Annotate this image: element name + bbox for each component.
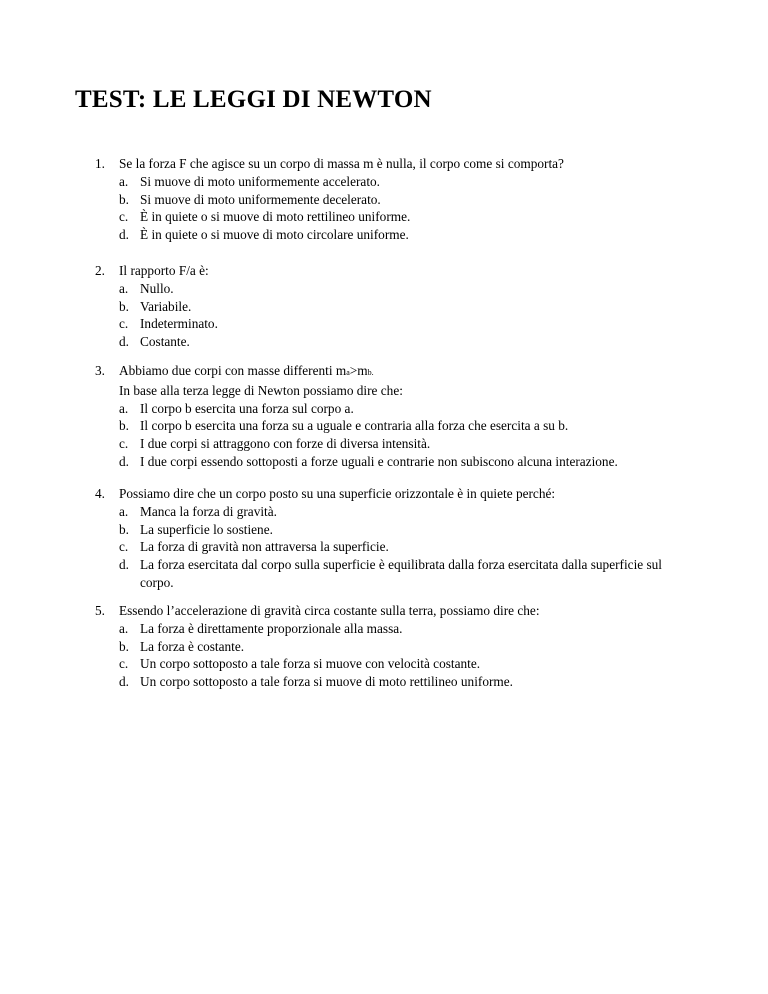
option-letter: d. <box>119 334 129 350</box>
option-letter: c. <box>119 656 129 672</box>
question-line <box>95 262 695 280</box>
option-letter: b. <box>119 298 129 314</box>
question-text <box>119 362 695 382</box>
option-text: Il corpo b esercita una forza sul corpo a. <box>140 400 354 416</box>
question-1 <box>95 155 695 244</box>
option-letter: a. <box>119 503 129 519</box>
option-letter: c. <box>119 209 129 225</box>
question-text: Il rapporto F/a è: <box>119 263 209 278</box>
option-letter: d. <box>119 674 129 690</box>
answer-option <box>95 503 695 521</box>
option-letter: c. <box>119 436 129 452</box>
option-text: La forza è direttamente proporzionale alla massa. <box>140 620 403 636</box>
question-2 <box>95 262 695 351</box>
option-text: Si muove di moto uniformemente accelerato. <box>140 173 381 189</box>
option-text: Indeterminato. <box>140 316 218 332</box>
question-line <box>95 155 695 173</box>
answer-option <box>95 556 695 592</box>
answer-option <box>95 315 695 333</box>
option-letter: d. <box>119 453 129 469</box>
question-text-mid: >m <box>349 363 368 378</box>
question-line <box>95 485 695 503</box>
option-text: Variabile. <box>140 298 192 314</box>
answer-option <box>95 435 695 453</box>
option-letter: d. <box>119 227 129 243</box>
option-text: La forza esercitata dal corpo sulla superficie è equilibrata dalla forza esercitata dalla superficie sul corpo. <box>140 557 663 590</box>
option-text: Nullo. <box>140 280 174 296</box>
option-letter: a. <box>119 280 129 296</box>
question-number: 1. <box>95 156 105 171</box>
option-text: È in quiete o si muove di moto circolare uniforme. <box>140 227 409 243</box>
question-number: 3. <box>95 363 105 378</box>
option-text: Costante. <box>140 334 190 350</box>
option-text: Un corpo sottoposto a tale forza si muove di moto rettilineo uniforme. <box>140 674 513 690</box>
option-text: Il corpo b esercita una forza su a uguale e contraria alla forza che esercita a su b. <box>140 418 569 434</box>
option-text: Manca la forza di gravità. <box>140 503 277 519</box>
option-letter: b. <box>119 418 129 434</box>
question-4 <box>95 485 695 592</box>
answer-option <box>95 620 695 638</box>
option-text: Un corpo sottoposto a tale forza si muove con velocità costante. <box>140 656 481 672</box>
option-letter: b. <box>119 638 129 654</box>
answer-option <box>95 453 695 471</box>
option-text: Si muove di moto uniformemente decelerato. <box>140 191 381 207</box>
answer-option <box>95 655 695 673</box>
option-letter: a. <box>119 400 129 416</box>
mass-a-subscript: a <box>346 368 350 377</box>
option-letter: b. <box>119 521 129 537</box>
answer-option <box>95 538 695 556</box>
question-subtext: In base alla terza legge di Newton possiamo dire che: <box>119 382 403 398</box>
answer-option <box>95 298 695 316</box>
option-letter: c. <box>119 539 129 555</box>
question-number: 2. <box>95 263 105 278</box>
option-letter: d. <box>119 557 129 573</box>
answer-option <box>95 333 695 351</box>
answer-option <box>95 417 695 435</box>
option-text: È in quiete o si muove di moto rettilineo uniforme. <box>140 209 411 225</box>
option-text: La forza di gravità non attraversa la superficie. <box>140 539 389 555</box>
answer-option <box>95 191 695 209</box>
answer-option <box>95 638 695 656</box>
page-title: TEST: LE LEGGI DI NEWTON <box>75 86 432 113</box>
question-text-prefix: Abbiamo due corpi con masse differenti m <box>119 363 347 378</box>
answer-option <box>95 400 695 418</box>
answer-option <box>95 673 695 691</box>
answer-option <box>95 173 695 191</box>
question-line <box>95 602 695 620</box>
question-line <box>95 362 695 382</box>
question-text: Se la forza F che agisce su un corpo di massa m è nulla, il corpo come si comporta? <box>119 156 564 171</box>
question-text: Possiamo dire che un corpo posto su una superficie orizzontale è in quiete perché: <box>119 486 556 501</box>
answer-option <box>95 521 695 539</box>
question-number: 4. <box>95 486 105 501</box>
option-text: I due corpi si attraggono con forze di diversa intensità. <box>140 436 431 452</box>
option-letter: c. <box>119 316 129 332</box>
question-number: 5. <box>95 603 105 618</box>
option-letter: a. <box>119 620 129 636</box>
answer-option <box>95 208 695 226</box>
question-5 <box>95 602 695 691</box>
question-3 <box>95 362 695 471</box>
answer-option <box>95 280 695 298</box>
mass-b-subscript: b. <box>367 368 374 377</box>
option-text: La forza è costante. <box>140 638 245 654</box>
option-text: La superficie lo sostiene. <box>140 521 273 537</box>
option-text: I due corpi essendo sottoposti a forze uguali e contrarie non subiscono alcuna interazione. <box>140 453 618 469</box>
question-text: Essendo l’accelerazione di gravità circa costante sulla terra, possiamo dire che: <box>119 603 540 618</box>
answer-option <box>95 226 695 244</box>
option-letter: b. <box>119 191 129 207</box>
option-letter: a. <box>119 173 129 189</box>
